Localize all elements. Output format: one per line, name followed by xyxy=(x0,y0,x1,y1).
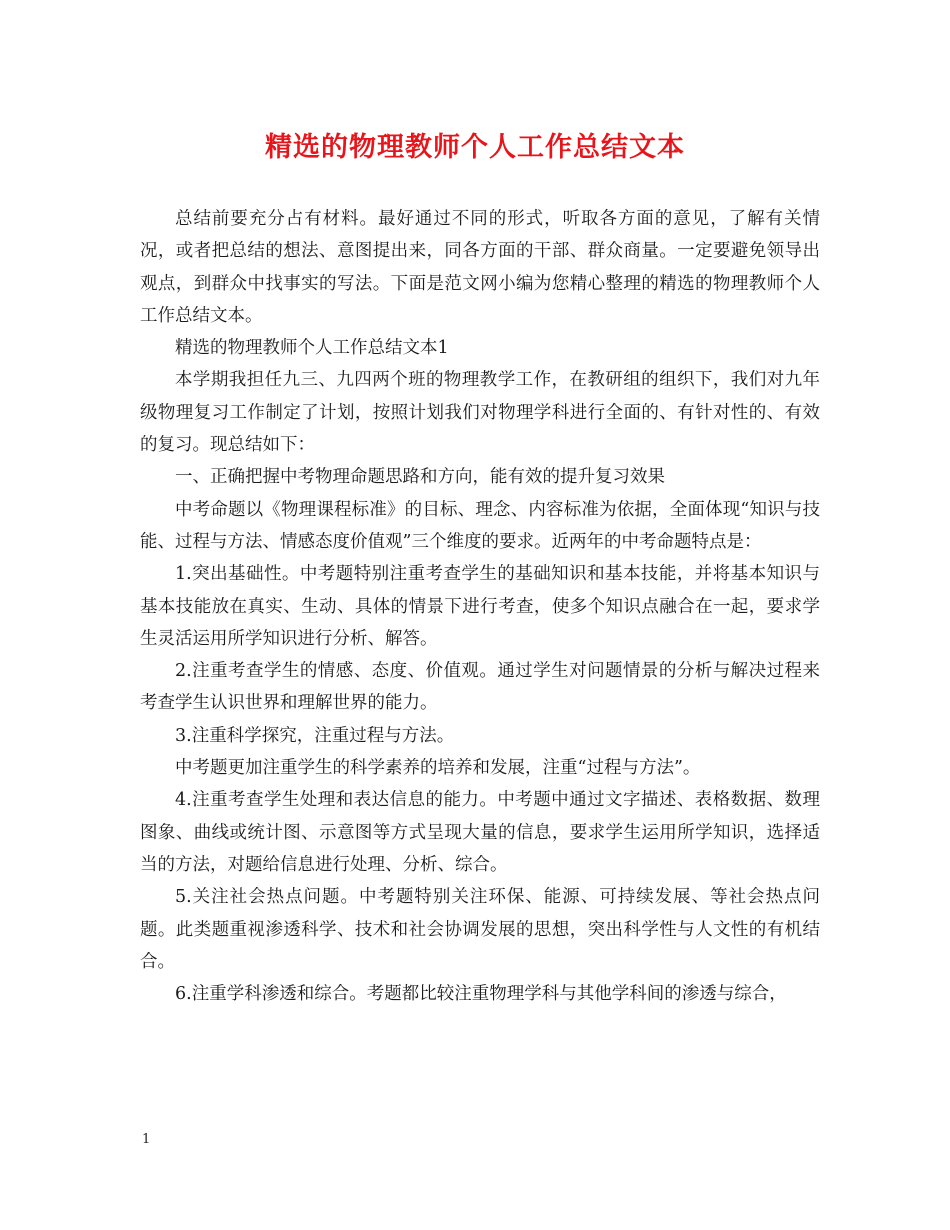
list-item: 2.注重考查学生的情感、态度、价值观。通过学生对问题情景的分析与解决过程来考查学生认识世界和理解世界的能力。 xyxy=(140,661,820,714)
list-item: 4.注重考查学生处理和表达信息的能力。中考题中通过文字描述、表格数据、数理图象、曲线或统计图、示意图等方式呈现大量的信息，要求学生运用所学知识，选择适当的方法，对题给信息进行处理、分析、综合。 xyxy=(140,790,820,875)
paragraph: 中考题更加注重学生的科学素养的培养和发展，注重“过程与方法”。 xyxy=(175,758,701,779)
paragraph: 本学期我担任九三、九四两个班的物理教学工作，在教研组的组织下，我们对九年级物理复习工作制定了计划，按照计划我们对物理学科进行全面的、有针对性的、有效的复习。现总结如下： xyxy=(140,370,820,456)
list-item: 5.关注社会热点问题。中考题特别关注环保、能源、可持续发展、等社会热点问题。此类题重视渗透科学、技术和社会协调发展的思想，突出科学性与人文性的有机结合。 xyxy=(140,887,820,972)
paragraph: 中考命题以《物理课程标准》的目标、理念、内容标准为依据，全面体现“知识与技能、过程与方法、情感态度价值观”三个维度的要求。近两年的中考命题特点是： xyxy=(140,499,820,552)
list-item: 6.注重学科渗透和综合。考题都比较注重物理学科与其他学科间的渗透与综合， xyxy=(175,984,787,1005)
paragraph-intro: 总结前要充分占有材料。最好通过不同的形式，听取各方面的意见，了解有关情况，或者把总结的想法、意图提出来，同各方面的干部、群众商量。一定要避免领导出观点，到群众中找事实的写法。下面是范文网小编为您精心整理的精选的物理教师个人工作总结文本。 xyxy=(140,209,820,326)
list-item: 3.注重科学探究，注重过程与方法。 xyxy=(175,725,455,746)
page-number: 1 xyxy=(142,1132,151,1147)
paragraph-subheading: 一、正确把握中考物理命题思路和方向，能有效的提升复习效果 xyxy=(175,467,665,488)
document-body xyxy=(140,203,820,1010)
paragraph-section-heading: 精选的物理教师个人工作总结文本1 xyxy=(175,338,449,359)
list-item: 1.突出基础性。中考题特别注重考查学生的基础知识和基本技能，并将基本知识与基本技能放在真实、生动、具体的情景下进行考查，使多个知识点融合在一起，要求学生灵活运用所学知识进行分析、解答。 xyxy=(140,564,820,649)
page-title: 精选的物理教师个人工作总结文本 xyxy=(265,132,685,163)
